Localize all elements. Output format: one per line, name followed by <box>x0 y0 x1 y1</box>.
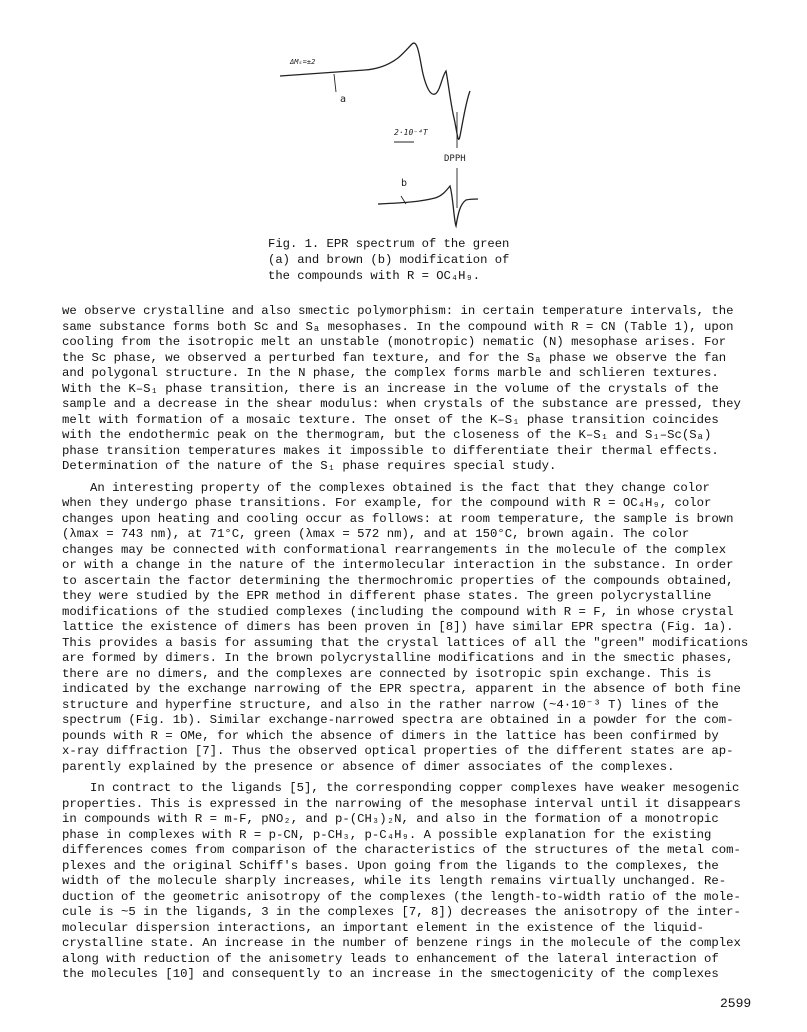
text-line: structure and hyperfine structure, and also in the rather narrow (~4·10⁻³ T) lines of the <box>62 697 719 712</box>
body-text <box>62 304 752 989</box>
paragraph <box>62 781 752 983</box>
text-line: cooling from the isotropic melt an unstable (monotropic) nematic (N) mesophase arises. For <box>62 335 727 349</box>
text-line: they were studied by the EPR method in different phase states. The green polycrystalline <box>62 589 712 603</box>
text-line: In contract to the ligands [5], the corresponding copper complexes have weaker mesogenic <box>90 781 740 795</box>
text-line: With the K–S₁ phase transition, there is an increase in the volume of the crystals of the <box>62 381 719 396</box>
text-line: there are no dimers, and the complexes are connected by isotropic spin exchange. This is <box>62 666 712 681</box>
figure-caption <box>268 236 568 284</box>
caption-line: the compounds with R = OC₄H₉. <box>268 269 481 283</box>
text-line: are formed by dimers. In the brown polycrystalline modifications and in the smectic phases, <box>62 651 734 665</box>
text-line: crystalline state. An increase in the number of benzene rings in the molecule of the complex <box>62 936 741 950</box>
text-line: cule is ~5 in the ligands, 3 in the complexes [7, 8]) decreases the anisotropy of the inter- <box>62 905 741 919</box>
caption-line: (a) and brown (b) modification of <box>268 253 510 267</box>
text-line: in compounds with R = m-F, pNO₂, and p-(CH₃)₂N, and also in the formation of a monotropic <box>62 812 719 826</box>
spectrum-b-trace <box>378 186 478 226</box>
dpph-label: DPPH <box>444 154 466 164</box>
text-line: properties. This is expressed in the narrowing of the mesophase interval until it disappears <box>62 796 741 811</box>
page-number: 2599 <box>720 996 752 1011</box>
text-line: we observe crystalline and also smectic polymorphism: in certain temperature intervals, the <box>62 304 734 318</box>
scale-label: 2·10⁻⁴T <box>394 128 428 137</box>
epr-spectrum-graphic <box>270 36 500 236</box>
text-line: changes upon heating and cooling occur as follows: at room temperature, the sample is brown <box>62 511 734 526</box>
text-line: plexes and the original Schiff's bases. Upon going from the ligands to the complexes, the <box>62 858 719 873</box>
text-line: sample and a decrease in the shear modulus: when crystals of the substance are pressed, they <box>62 397 741 411</box>
text-line: (λmax = 743 nm), at 71°C, green (λmax = 572 nm), and at 150°C, brown again. The color <box>62 527 690 541</box>
spectrum-a-pointer <box>334 74 336 92</box>
text-line: and polygonal structure. In the N phase, the complex forms marble and schlieren textures. <box>62 366 719 380</box>
text-line: differences comes from comparison of the characteristics of the structures of the metal com- <box>62 843 741 857</box>
paragraph <box>62 481 752 776</box>
label-a: a <box>340 94 347 105</box>
text-line: lattice the existence of dimers has been proven in [8]) have similar EPR spectra (Fig. 1a). <box>62 620 734 634</box>
text-line: molecular dispersion interactions, an important element in the existence of the liquid- <box>62 920 705 935</box>
text-line: to ascertain the factor determining the thermochromic properties of the compounds obtained, <box>62 573 734 588</box>
epr-figure <box>270 36 500 236</box>
text-line: modifications of the studied complexes (including the compound with R = F, in whose crystal <box>62 604 734 619</box>
text-line: the molecules [10] and consequently to an increase in the smectogenicity of the complexes <box>62 967 719 981</box>
text-line: pounds with R = OMe, for which the absence of dimers in the lattice has been confirmed by <box>62 728 719 743</box>
label-b: b <box>401 178 408 189</box>
text-line: duction of the geometric anisotropy of the complexes (the length-to-width ratio of the mole- <box>62 889 741 904</box>
text-line: phase in complexes with R = p-CN, p-CH₃, p-C₄H₉. A possible explanation for the existing <box>62 827 712 842</box>
text-line: phase transition temperatures makes it impossible to differentiate their thermal effects. <box>62 443 719 458</box>
text-line: melt with formation of a mosaic texture. The onset of the K–S₁ phase transition coincides <box>62 412 719 427</box>
text-line: width of the molecule sharply increases, while its length remains virtually unchanged. Re- <box>62 874 727 888</box>
text-line: the Sᴄ phase, we observed a perturbed fan texture, and for the Sₐ phase we observe the fan <box>62 350 727 365</box>
text-line: or with a change in the nature of the intermolecular interaction in the substance. In order <box>62 558 734 572</box>
text-line: when they undergo phase transitions. For example, for the compound with R = OC₄H₉, color <box>62 496 712 510</box>
caption-line: Fig. 1. EPR spectrum of the green <box>268 237 510 251</box>
text-line: Determination of the nature of the S₁ phase requires special study. <box>62 459 557 473</box>
delta-m-label: ΔMₛ=±2 <box>290 58 316 66</box>
text-line: indicated by the exchange narrowing of the EPR spectra, apparent in the absence of both fine <box>62 682 741 696</box>
text-line: spectrum (Fig. 1b). Similar exchange-narrowed spectra are obtained in a powder for the com- <box>62 713 734 727</box>
text-line: An interesting property of the complexes obtained is the fact that they change color <box>90 480 710 495</box>
paragraph <box>62 304 752 475</box>
text-line: along with reduction of the anisometry leads to enhancement of the lateral interaction of <box>62 951 719 966</box>
text-line: This provides a basis for assuming that the crystal lattices of all the "green" modifications <box>62 635 749 650</box>
text-line: x-ray diffraction [7]. Thus the observed optical properties of the different states are ap- <box>62 744 734 758</box>
text-line: with the endothermic peak on the thermogram, but the closeness of the K–S₁ and S₁–Sᴄ(Sₐ) <box>62 428 712 442</box>
text-line: parently explained by the presence or absence of dimer associates of the complexes. <box>62 759 675 774</box>
text-line: same substance forms both Sᴄ and Sₐ mesophases. In the compound with R = CN (Table 1), upon <box>62 319 734 334</box>
text-line: changes may be connected with conformational rearrangements in the molecule of the complex <box>62 542 727 557</box>
